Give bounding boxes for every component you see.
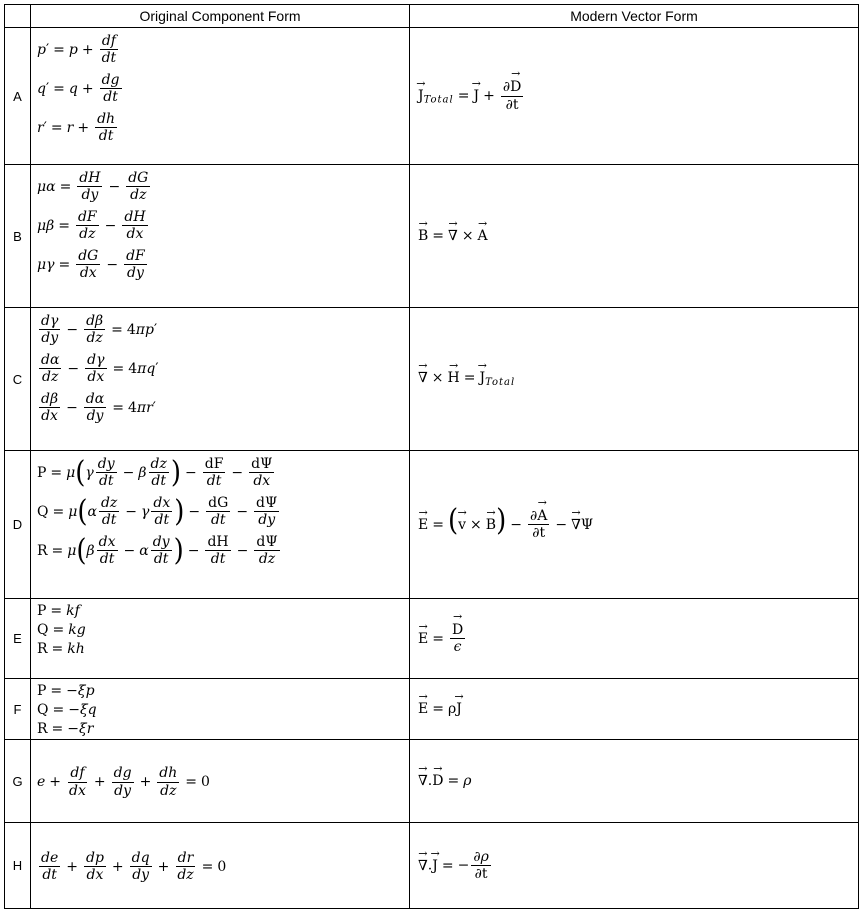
row-label: D (5, 451, 31, 599)
modern-form: → $J_{Total} =\to J$ + $\frac{\partial\to D}{\partial t}$ (410, 28, 859, 165)
table-row (5, 308, 859, 451)
table-row (5, 679, 859, 740)
row-label: B (5, 165, 31, 308)
modern-form: → E = (→ v ×→ B) − $\frac{\partial\to A}{\partial t}$ −→ ∇Ψ (410, 451, 859, 599)
table-row (5, 823, 859, 909)
original-form: $\frac{d\gamma}{dy}$ − $\frac{d\beta}{dz}$ = 4 πp ′ $\frac{d\alpha}{dz}$ − $\frac{d\gamma}{dx}$ = 4 πq ′ $\frac{d\beta}{dx}$ − $\frac{d\alpha}{dy}$ = 4 πr ′ (31, 308, 410, 451)
modern-form: → ∇.→ D = ρ (410, 740, 859, 823)
modern-form: → ∇.→ J = − $\frac{\partial\rho}{\partial t}$ (410, 823, 859, 909)
original-form: p ′ = p + $\frac{df}{dt}$ q ′ = q + $\frac{dg}{dt}$ r ′ = r + $\frac{dh}{dt}$ (31, 28, 410, 165)
row-label: F (5, 679, 31, 740)
modern-form: → E = ρ→ J (410, 679, 859, 740)
original-form: e + $\frac{df}{dx}$ + $\frac{dg}{dy}$ + $\frac{dh}{dz}$ = 0 (31, 740, 410, 823)
corner-cell (5, 5, 31, 28)
table-row (5, 740, 859, 823)
row-label: A (5, 28, 31, 165)
modern-column-header: Modern Vector Form (410, 5, 859, 28)
original-form: $\frac{de}{dt}$ + $\frac{dp}{dx}$ + $\frac{dq}{dy}$ + $\frac{dr}{dz}$ = 0 (31, 823, 410, 909)
row-label: H (5, 823, 31, 909)
modern-form: → B =→ ∇ ×→ A (410, 165, 859, 308)
table-row (5, 599, 859, 679)
row-label: E (5, 599, 31, 679)
original-form: μα = $\frac{dH}{dy}$ − $\frac{dG}{dz}$ μβ = $\frac{dF}{dz}$ − $\frac{dH}{dx}$ μγ = $\frac{dG}{dx}$ − $\frac{dF}{dy}$ (31, 165, 410, 308)
row-label: G (5, 740, 31, 823)
original-form: P = μ ( γ $\frac{dy}{dt}$ − β $\frac{dz}{dt}$ ) − $\frac{dF}{dt}$ − $\frac{d\Psi}{dx}$ Q = μ ( α $\frac{dz}{dt}$ − γ $\frac{dx}{dt}$ ) − $\frac{dG}{dt}$ − $\frac{d\Psi}{dy}$ R = μ ( β $\frac{dx}{dt}$ − α $\frac{dy}{dt}$ ) − $\frac{dH}{dt}$ − $\frac{d\Psi}{dz}$ (31, 451, 410, 599)
modern-form: → E = → $\frac{D}{\epsilon}$ (410, 599, 859, 679)
original-form: P = kf Q = kg R = kh (31, 599, 410, 679)
modern-form: → ∇ ×→ $H =\to J_{Total}$ (410, 308, 859, 451)
equations-table (4, 4, 859, 909)
header-row (5, 5, 859, 28)
table-row (5, 28, 859, 165)
original-column-header: Original Component Form (31, 5, 410, 28)
table-row (5, 165, 859, 308)
table-row (5, 451, 859, 599)
original-form: P = − ξp Q = − ξq R = − ξr (31, 679, 410, 740)
row-label: C (5, 308, 31, 451)
